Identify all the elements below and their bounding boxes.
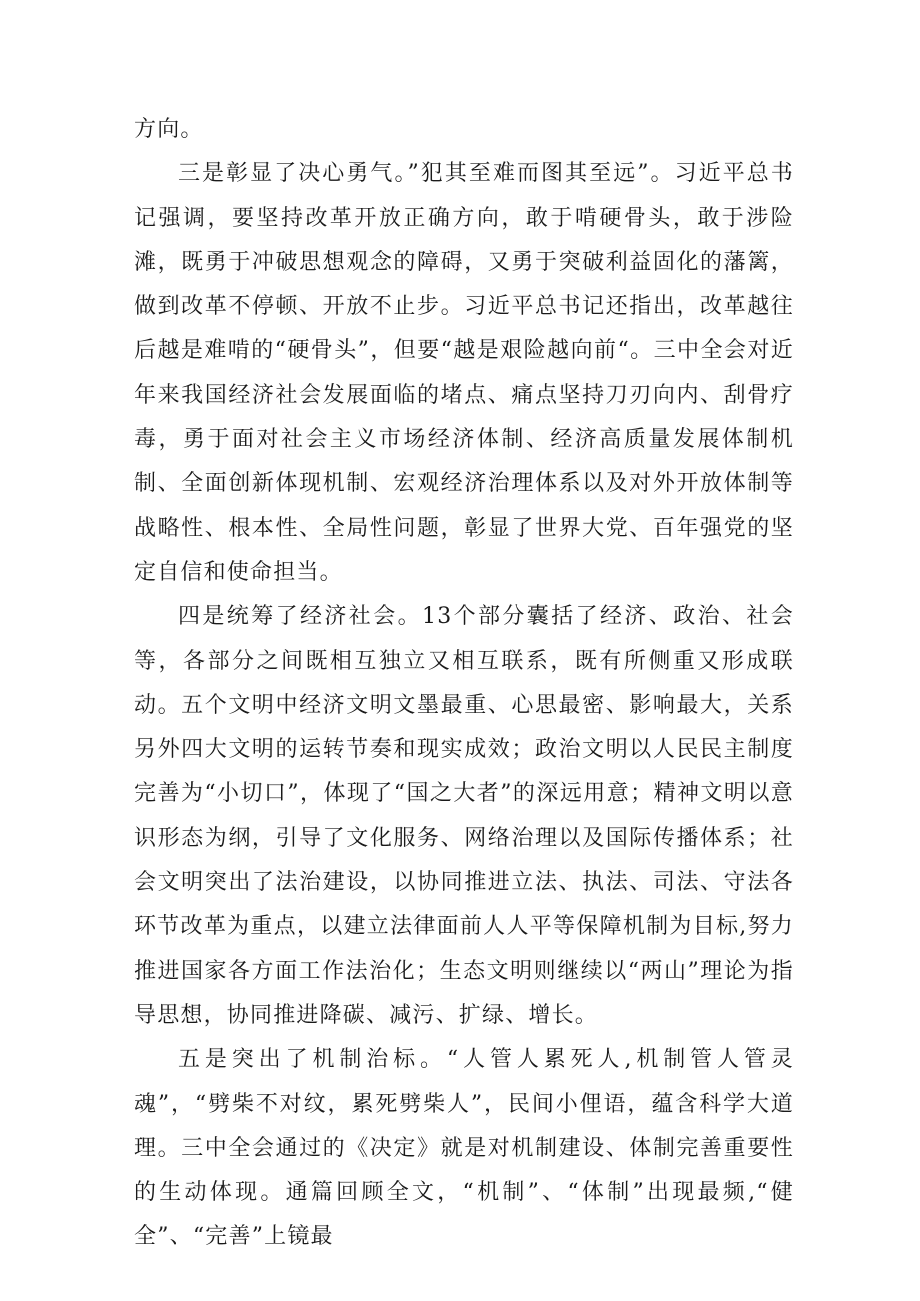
paragraph-continuation: 方向。 [134,117,204,142]
document-body [134,108,794,1260]
paragraph-three: 三是彰显了决心勇气。”犯其至难而图其至远”。习近平总书记强调，要坚持改革开放正确方向，敢于啃硬骨头，敢于涉险滩，既勇于冲破思想观念的障碍，又勇于突破利益固化的藩篱，做到改革不停顿、开放不止步。习近平总书记还指出，改革越往后越是难啃的“硬骨头”，但要“越是艰险越向前“。三中全会对近年来我国经济社会发展面临的堵点、痛点坚持刀刃向内、刮骨疗毒，勇于面对社会主义市场经济体制、经济高质量发展体制机制、全面创新体现机制、宏观经济治理体系以及对外开放体制等战略性、根本性、全局性问题，彰显了世界大党、百年强党的坚定自信和使命担当。 [134,161,794,585]
paragraph-four: 四是统筹了经济社会。13个部分囊括了经济、政治、社会等，各部分之间既相互独立又相互联系，既有所侧重又形成联动。五个文明中经济文明文墨最重、心思最密、影响最大，关系另外四大文明的运转节奏和现实成效；政治文明以人民民主制度完善为“小切口”，体现了“国之大者”的深远用意；精神文明以意识形态为纲，引导了文化服务、网络治理以及国际传播体系；社会文明突出了法治建设，以协同推进立法、执法、司法、守法各环节改革为重点，以建立法律面前人人平等保障机制为目标,努力推进国家各方面工作法治化；生态文明则继续以“两山”理论为指导思想，协同推进降碳、减污、扩绿、增长。 [134,604,794,1028]
paragraph-five: 五是突出了机制治标。“人管人累死人,机制管人管灵魂”，“劈柴不对纹，累死劈柴人”，民间小俚语，蕴含科学大道理。三中全会通过的《决定》就是对机制建设、体制完善重要性的生动体现。通篇回顾全文，“机制”、“体制”出现最频,“健全”、“完善”上镜最 [134,1047,794,1250]
